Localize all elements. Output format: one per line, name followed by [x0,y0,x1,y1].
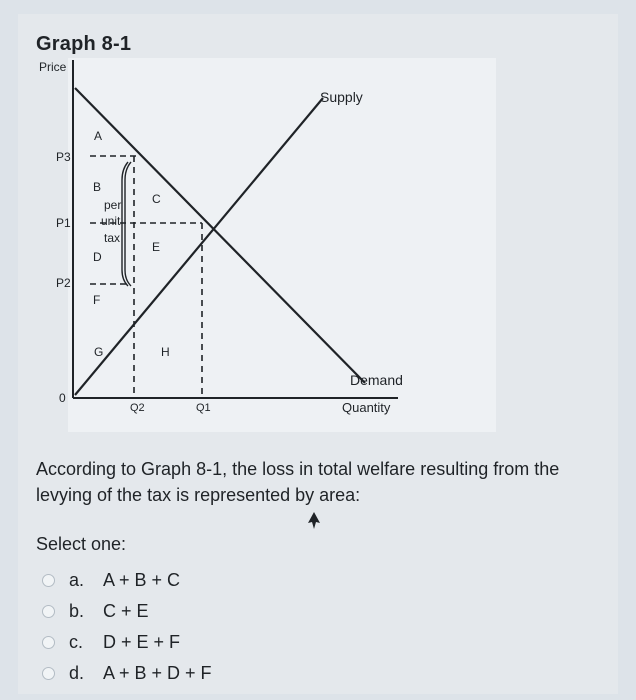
tax-label-unit: unit [101,214,121,228]
option-b[interactable] [42,596,212,627]
area-label-g: G [94,345,104,359]
area-label-e: E [152,240,161,254]
option-text: A + B + D + F [103,663,212,683]
select-prompt: Select one: [36,534,127,554]
option-text: A + B + C [103,570,181,590]
radio-circle-icon[interactable] [42,667,55,680]
quantity-axis-label: Quantity [342,400,391,415]
area-label-h: H [161,345,170,359]
radio-circle-icon[interactable] [42,636,55,649]
supply-curve-label: Supply [320,89,363,105]
area-label-f: F [93,293,101,307]
graph-title: Graph 8-1 [36,33,132,55]
graph-svg [56,58,496,432]
area-label-d: D [93,250,102,264]
answer-options [42,565,212,689]
option-a[interactable] [42,565,212,596]
option-letter: d. [69,663,85,683]
quantity-label-q2: Q2 [130,402,145,414]
price-label-p3: P3 [56,150,71,164]
option-letter: b. [69,601,85,621]
origin-label: 0 [59,391,66,405]
quantity-label-q1: Q1 [196,402,211,414]
option-d[interactable] [42,658,212,689]
option-letter: c. [69,632,84,652]
area-label-a: A [94,129,103,143]
option-letter: a. [69,570,85,590]
tax-label-per: per [104,198,122,212]
mouse-cursor-icon [308,511,322,531]
supply-demand-graph [56,58,496,432]
radio-circle-icon[interactable] [42,605,55,618]
option-text: D + E + F [103,632,181,652]
price-label-p1: P1 [56,216,71,230]
tax-label-tax: tax [104,231,121,245]
price-label-p2: P2 [56,276,71,290]
radio-circle-icon[interactable] [42,574,55,587]
option-text: C + E [103,601,149,621]
area-label-c: C [152,192,161,206]
option-c[interactable] [42,627,212,658]
demand-curve-label: Demand [350,372,403,388]
question-text: According to Graph 8-1, the loss in total welfare resulting from the levying of the tax is represented by area: [36,459,560,505]
graph-background [68,58,496,432]
area-label-b: B [93,180,102,194]
price-axis-label: Price [39,60,67,74]
